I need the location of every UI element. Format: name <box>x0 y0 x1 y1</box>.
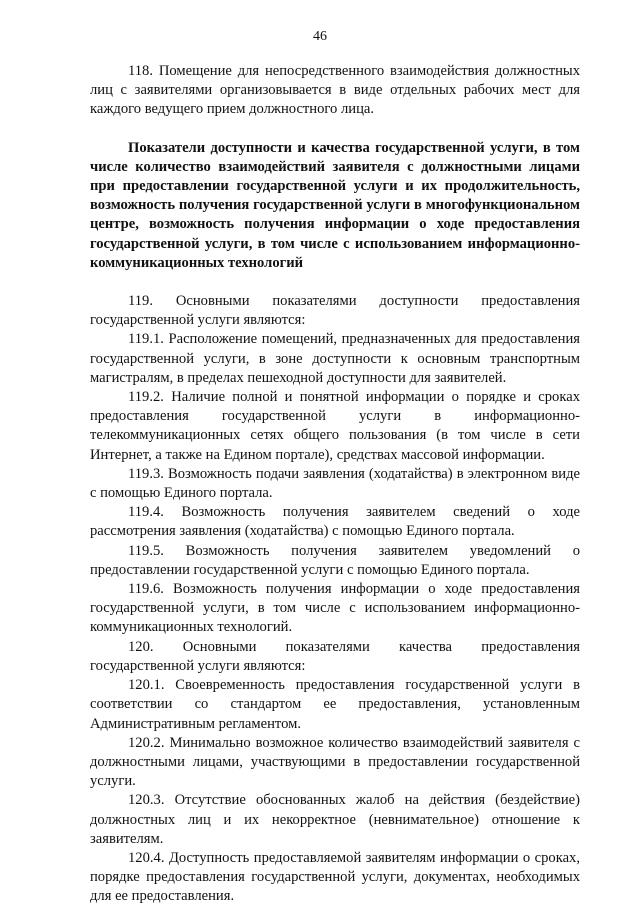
paragraph-120-3: 120.3. Отсутствие обоснованных жалоб на действия (бездействие) должностных лиц и их некорректное (невнимательное) отношение к заявителям. <box>90 792 580 847</box>
section-heading: Показатели доступности и качества государственной услуги, в том числе количество взаимодействий заявителя с должностными лицами при предоставлении государственной услуги и их продолжительность, возможность получения государственной услуги в многофункциональном центре, возможность получения информации о ходе предоставления государственной услуги, в том числе с использованием информационно-коммуникационных технологий <box>90 139 580 271</box>
paragraph-119-2: 119.2. Наличие полной и понятной информации о порядке и сроках предоставления государственной услуги в информационно-телекоммуникационных сетях общего пользования (в том числе в сети Интернет, а также на Едином портале), средствах массовой информации. <box>90 389 580 463</box>
paragraph-119-5: 119.5. Возможность получения заявителем уведомлений о предоставлении государственной услуги с помощью Единого портала. <box>90 542 580 578</box>
paragraph-120: 120. Основными показателями качества предоставления государственной услуги являются: <box>90 638 580 674</box>
page-number: 46 <box>313 29 327 44</box>
paragraph-119-1: 119.1. Расположение помещений, предназначенных для предоставления государственной услуги, в зоне доступности к основным транспортным магистралям, в пределах пешеходной доступности для заявителей. <box>90 331 580 386</box>
paragraph-119-3: 119.3. Возможность подачи заявления (ходатайства) в электронном виде с помощью Единого портала. <box>90 465 580 502</box>
paragraph-120-2: 120.2. Минимально возможное количество взаимодействий заявителя с должностными лицами, участвующими в предоставлении государственной услуги. <box>90 734 580 790</box>
paragraph-118: 118. Помещение для непосредственного взаимодействия должностных лиц с заявителями организовывается в виде отдельных рабочих мест для каждого ведущего прием должностного лица. <box>90 63 580 118</box>
paragraph-120-4: 120.4. Доступность предоставляемой заявителям информации о сроках, порядке предоставления государственной услуги, документах, необходимых для ее предоставления. <box>90 849 580 905</box>
paragraph-119: 119. Основными показателями доступности предоставления государственной услуги являются: <box>90 293 580 329</box>
paragraph-119-4: 119.4. Возможность получения заявителем сведений о ходе рассмотрения заявления (ходатайства) с помощью Единого портала. <box>90 504 580 540</box>
paragraph-120-1: 120.1. Своевременность предоставления государственной услуги в соответствии со стандартом ее предоставления, установленным Административным регламентом. <box>90 677 580 732</box>
paragraph-119-6: 119.6. Возможность получения информации о ходе предоставления государственной услуги, в том числе с использованием информационно-коммуникационных технологий. <box>90 581 580 636</box>
